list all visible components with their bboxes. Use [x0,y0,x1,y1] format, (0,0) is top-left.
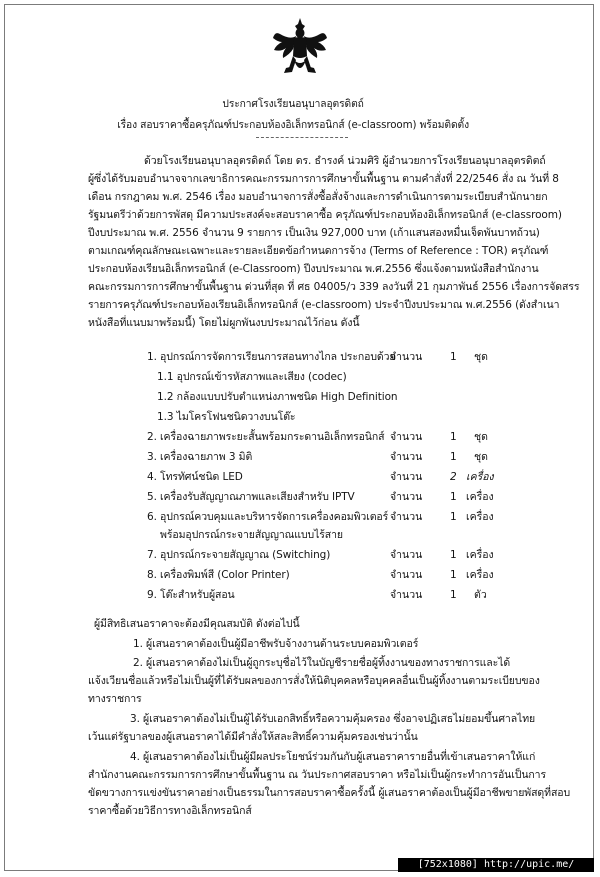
qualifications-heading: ผู้มีสิทธิเสนอราคาจะต้องมีคุณสมบัติ ดังต่อไปนี้ [94,618,300,630]
title-separator [256,137,348,138]
qty-value: 1 [450,549,457,561]
qualification-line: ทางราชการ [88,693,142,705]
intro-line: หนังสือที่แนบมาพร้อมนี้) โดยไม่ผูกพันงบประมาณไว้ก่อน ดังนี้ [88,317,360,329]
qty-label: จำนวน [390,569,423,581]
qualification-line: 3. ผู้เสนอราคาต้องไม่เป็นผู้ได้รับเอกสิทธิ์หรือความคุ้มครอง ซึ่งอาจปฏิเสธไม่ยอมขึ้นศาลไทย [130,713,536,725]
qty-label: จำนวน [390,491,423,503]
intro-line: ประกอบห้องเรียนอิเล็กทรอนิกส์ (e-Classroom) ปีงบประมาณ พ.ศ.2556 ซึ่งแจ้งตามหนังสือสำนักงาน [88,263,539,275]
qty-value: 2 [450,471,457,483]
qualification-line: แจ้งเวียนชื่อแล้วหรือไม่เป็นผู้ที่ได้รับผลของการสั่งให้นิติบุคคลหรือบุคคลอื่นเป็นผู้ทิ้งงานตามระเบียบของ [88,675,540,687]
list-item: 1. อุปกรณ์การจัดการเรียนการสอนทางไกล ประกอบด้วย [147,351,396,363]
list-item: 8. เครื่องพิมพ์สี (Color Printer) [147,569,290,581]
qty-unit: ชุด [474,451,488,463]
list-item: 5. เครื่องรับสัญญาณภาพและเสียงสำหรับ IPTV [147,491,355,503]
list-item: 1.3 ไมโครโฟนชนิดวางบนโต๊ะ [157,411,296,423]
list-item: 2. เครื่องฉายภาพระยะสั้นพร้อมกระดานอิเล็กทรอนิกส์ [147,431,385,443]
qty-unit: เครื่อง [466,471,494,483]
qualification-line: ขัดขวางการแข่งขันราคาอย่างเป็นธรรมในการสอบราคาซื้อครั้งนี้ ผู้เสนอราคาต้องเป็นผู้มีอาชีพขายพัสดุที่สอบ [88,787,571,799]
intro-line: รัฐมนตรีว่าด้วยการพัสดุ มีความประสงค์จะสอบราคาซื้อ ครุภัณฑ์ประกอบห้องอิเล็กทรอนิกส์ (e-classroom) [88,209,562,221]
qty-unit: เครื่อง [466,569,494,581]
qualification-line: เว้นแต่รัฐบาลของผู้เสนอราคาได้มีคำสั่งให้สละสิทธิ์ความคุ้มครองเช่นว่านั้น [88,731,418,743]
list-item: 6. อุปกรณ์ควบคุมและบริหารจัดการเครื่องคอมพิวเตอร์ [147,511,389,523]
qty-unit: ชุด [474,351,488,363]
qualification-line: สำนักงานคณะกรรมการการศึกษาขั้นพื้นฐาน ณ วันประกาศสอบราคา หรือไม่เป็นผู้กระทำการอันเป็นการ [88,769,546,781]
list-item: 9. โต๊ะสำหรับผู้สอน [147,589,235,601]
qty-value: 1 [450,511,457,523]
qty-label: จำนวน [390,451,423,463]
intro-line: ผู้ซึ่งได้รับมอบอำนาจจากเลขาธิการคณะกรรมการการศึกษาขั้นพื้นฐาน ตามคำสั่งที่ 22/2546 สั่ง ณ วันที่ 8 [88,173,559,185]
qty-unit: เครื่อง [466,491,494,503]
image-host-watermark[interactable]: [752x1080] http://upic.me/ [398,858,594,872]
intro-line: คณะกรรมการการศึกษาขั้นพื้นฐาน ด่วนที่สุด ที่ ศธ 04005/ว 339 ลงวันที่ 21 กุมภาพันธ์ 2556 เรื่องการจัดสรร [88,281,580,293]
qty-label: จำนวน [390,511,423,523]
intro-line: รายการครุภัณฑ์ประกอบห้องเรียนอิเล็กทรอนิกส์ (e-classroom) ประจำปีงบประมาณ พ.ศ.2556 (ดังสำเนา [88,299,560,311]
qty-value: 1 [450,351,457,363]
qty-label: จำนวน [390,431,423,443]
qualification-line: 4. ผู้เสนอราคาต้องไม่เป็นผู้มีผลประโยชน์ร่วมกันกับผู้เสนอราคารายอื่นที่เข้าเสนอราคาให้แก่ [130,751,536,763]
intro-line: ตามเกณฑ์คุณลักษณะเฉพาะและรายละเอียดข้อกำหนดการจ้าง (Terms of Reference : TOR) ครุภัณฑ์ [88,245,549,257]
list-item: 1.2 กล้องแบบปรับตำแหน่งภาพชนิด High Definition [157,391,398,403]
qty-value: 1 [450,451,457,463]
qty-unit: เครื่อง [466,549,494,561]
qty-unit: ชุด [474,431,488,443]
qty-label: จำนวน [390,351,423,363]
intro-line: ปีงบประมาณ พ.ศ. 2556 จำนวน 9 รายการ เป็นเงิน 927,000 บาท (เก้าแสนสองหมื่นเจ็ดพันบาทถ้วน) [88,227,540,239]
qty-value: 1 [450,491,457,503]
qty-label: จำนวน [390,549,423,561]
announcement-title: ประกาศโรงเรียนอนุบาลอุตรดิตถ์ [222,98,364,110]
list-item: พร้อมอุปกรณ์กระจายสัญญาณแบบไร้สาย [160,529,343,541]
announcement-subject: เรื่อง สอบราคาซื้อครุภัณฑ์ประกอบห้องอิเล็กทรอนิกส์ (e-classroom) พร้อมติดตั้ง [117,119,469,131]
qty-unit: เครื่อง [466,511,494,523]
qty-label: จำนวน [390,589,423,601]
qualification-line: 1. ผู้เสนอราคาต้องเป็นผู้มีอาชีพรับจ้างงานด้านระบบคอมพิวเตอร์ [133,638,419,650]
qualification-line: 2. ผู้เสนอราคาต้องไม่เป็นผู้ถูกระบุชื่อไว้ในบัญชีรายชื่อผู้ทิ้งงานของทางราชการและได้ [133,657,511,669]
qty-value: 1 [450,589,457,601]
qty-value: 1 [450,569,457,581]
intro-line: เดือน กรกฎาคม พ.ศ. 2546 เรื่อง มอบอำนาจการสั่งซื้อสั่งจ้างและการดำเนินการตามระเบียบสำนักนายก [88,191,548,203]
list-item: 7. อุปกรณ์กระจายสัญญาณ (Switching) [147,549,331,561]
garuda-emblem-icon [272,16,328,80]
list-item: 1.1 อุปกรณ์เข้ารหัสภาพและเสียง (codec) [157,371,347,383]
list-item: 3. เครื่องฉายภาพ 3 มิติ [147,451,253,463]
qualification-line: ราคาซื้อด้วยวิธีการทางอิเล็กทรอนิกส์ [88,805,252,817]
qty-label: จำนวน [390,471,423,483]
list-item: 4. โทรทัศน์ชนิด LED [147,471,243,483]
qty-value: 1 [450,431,457,443]
intro-line: ด้วยโรงเรียนอนุบาลอุตรดิตถ์ โดย ดร. ธำรงค์ น่วมศิริ ผู้อำนวยการโรงเรียนอนุบาลอุตรดิตถ์ [144,155,546,167]
qty-unit: ตัว [474,589,487,601]
